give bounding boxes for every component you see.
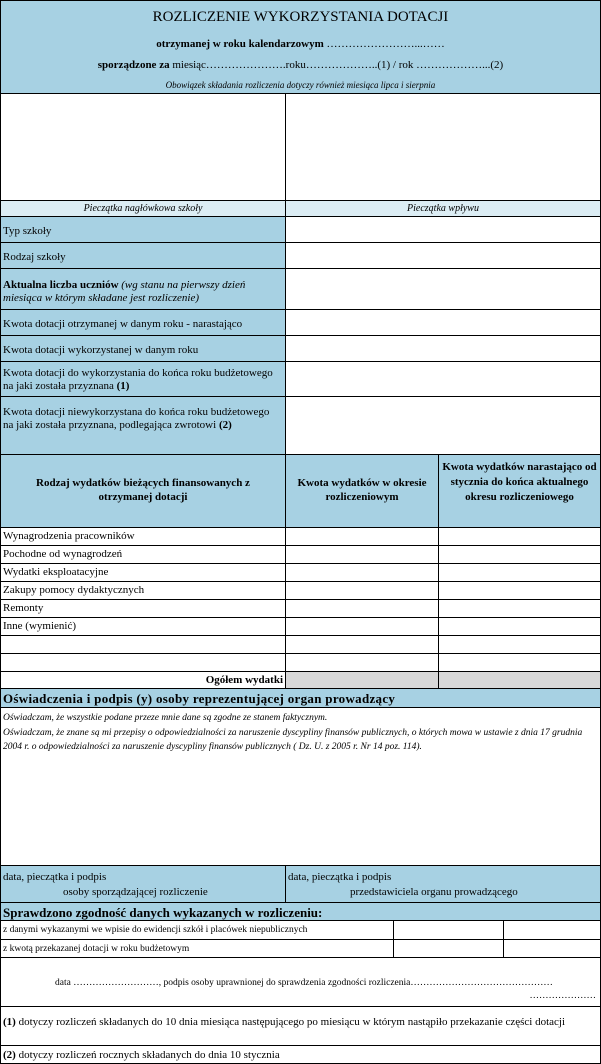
expense-row-cumulative-input[interactable] (438, 617, 601, 636)
subsidy-unused-input[interactable] (285, 396, 601, 455)
received-stamp-box[interactable] (285, 93, 601, 201)
total-label-cell (0, 671, 286, 689)
expense-row-cumulative-input[interactable] (438, 563, 601, 582)
expense-period-header-text: Kwota wydatków w okresie rozliczeniowym (297, 477, 427, 503)
expense-row-cumulative-input[interactable] (438, 599, 601, 618)
expense-row-label-cell (0, 563, 286, 582)
expense-row-cumulative-input[interactable] (438, 635, 601, 654)
signature-preparer-line2: osoby sporządzającej rozliczenie (63, 886, 208, 898)
year-line (1, 38, 600, 50)
school-kind-label-cell (0, 242, 286, 269)
expense-row-period-input[interactable] (285, 617, 439, 636)
verification-row-1-divider-b (503, 920, 504, 940)
subsidy-received-label-cell (0, 309, 286, 336)
verification-row-2-text: z kwotą przekazanej dotacji w roku budżetowym (3, 944, 190, 954)
expense-row-cumulative-input[interactable] (438, 581, 601, 600)
footnote-1-ref: (1) (3, 1016, 16, 1028)
expense-row-label: Pochodne od wynagrodzeń (3, 548, 123, 560)
expense-row-label: Wynagrodzenia pracowników (3, 530, 135, 542)
signature-representative-line2: przedstawiciela organu prowadzącego (350, 886, 518, 898)
subsidy-unused-label-cell (0, 396, 286, 455)
verification-sign-line-continued: ………………… (529, 991, 596, 1001)
expense-row-label: Inne (wymienić) (3, 620, 76, 632)
expense-row-label-cell (0, 653, 286, 672)
footnote-2-cell (0, 1045, 601, 1064)
signature-preparer-line1: data, pieczątka i podpis (3, 871, 107, 883)
verification-row-1-divider-a (393, 920, 394, 940)
verification-sign-line: data ………………………, podpis osoby uprawnionej do sprawdzenia zgodności rozliczenia……………………………………… (55, 978, 553, 988)
verification-row-2 (0, 939, 601, 958)
subsidy-remaining-input[interactable] (285, 361, 601, 397)
expense-period-header (285, 454, 439, 528)
expense-type-header (0, 454, 286, 528)
expense-row-label-cell (0, 581, 286, 600)
student-count-input[interactable] (285, 268, 601, 310)
expense-row-label-cell (0, 527, 286, 546)
expense-row-period-input[interactable] (285, 527, 439, 546)
signature-representative-line1: data, pieczątka i podpis (288, 871, 392, 883)
student-count-label-bold: Aktualna liczba uczniów (3, 279, 119, 291)
subsidy-remaining-text: Kwota dotacji do wykorzystania do końca roku budżetowego na jaki została przyznana (3, 367, 273, 392)
year-label: otrzymanej w roku kalendarzowym (156, 38, 324, 50)
total-label: Ogółem wydatki (205, 674, 283, 686)
expense-row-label: Wydatki eksploatacyjne (3, 566, 109, 578)
expense-row-period-input[interactable] (285, 653, 439, 672)
expense-cumulative-header (438, 454, 601, 528)
verification-row-2-divider-b (503, 939, 504, 958)
expense-row-label-cell (0, 635, 286, 654)
form-header (0, 0, 601, 94)
school-stamp-label: Pieczątka nagłówkowa szkoły (83, 203, 203, 214)
footnote-1-text: dotyczy rozliczeń składanych do 10 dnia miesiąca następującego po miesiącu w którym nastąpiło przekazanie części dotacji (18, 1016, 566, 1028)
expense-cumulative-header-text: Kwota wydatków narastająco od stycznia do końca aktualnego okresu rozliczeniowego (442, 461, 597, 503)
school-type-label-cell (0, 216, 286, 243)
school-type-label: Typ szkoły (3, 225, 52, 237)
expense-row-period-input[interactable] (285, 581, 439, 600)
year-field[interactable]: ……………………...…… (326, 38, 445, 50)
subsidy-used-label: Kwota dotacji wykorzystanej w danym roku (3, 344, 199, 356)
period-line (1, 59, 600, 71)
total-cumulative-value[interactable] (438, 671, 601, 689)
subsidy-unused-text: Kwota dotacji niewykorzystana do końca roku budżetowego na jaki została przyznana, podlegająca zwrotowi (3, 406, 270, 431)
declaration-title: Oświadczenia i podpis (y) osoby reprezentującej organ prowadzący (3, 691, 396, 706)
declaration-text-2: Oświadczam, że znane są mi przepisy o odpowiedzialności za naruszenie dyscypliny finansów publicznych, o których mowa w ustawie z dnia 17 grudnia 2004 r. o odpowiedzialności za naruszenie dyscypliny finansów publicznych ( Dz. U. z 2005 r. Nr 14 poz. 114). (3, 728, 583, 752)
school-stamp-box[interactable] (0, 93, 286, 201)
footnote-1-cell (0, 1006, 601, 1046)
school-kind-input[interactable] (285, 242, 601, 269)
expense-row-cumulative-input[interactable] (438, 545, 601, 564)
subsidy-unused-ref: (2) (218, 419, 232, 431)
expense-type-header-text: Rodzaj wydatków bieżących finansowanych z otrzymanej dotacji (36, 477, 250, 503)
subsidy-used-label-cell (0, 335, 286, 362)
subsidy-remaining-ref: (1) (116, 380, 130, 392)
school-type-input[interactable] (285, 216, 601, 243)
footnote-2 (3, 1049, 280, 1061)
school-kind-label: Rodzaj szkoły (3, 251, 66, 263)
subsidy-unused-label (1, 403, 283, 432)
declaration-body (0, 707, 601, 866)
footnote-1 (3, 1015, 597, 1029)
verification-title-cell (0, 902, 601, 921)
total-period-value[interactable] (285, 671, 439, 689)
expense-row-label-cell (0, 617, 286, 636)
signature-representative-cell[interactable] (285, 865, 601, 903)
expense-row-label: Zakupy pomocy dydaktycznych (3, 584, 145, 596)
declaration-text-1: Oświadczam, że wszystkie podane przeze mnie dane są zgodne ze stanem faktycznym. (3, 713, 328, 723)
subsidy-remaining-label-cell (0, 361, 286, 397)
student-count-label-note: (wg stanu na pierwszy dzień miesiąca w którym składane jest rozliczenie) (3, 279, 246, 304)
school-stamp-label-cell (0, 200, 286, 217)
footnote-2-ref: (2) (3, 1049, 16, 1061)
footnote-2-text: dotyczy rozliczeń rocznych składanych do dnia 10 stycznia (18, 1049, 280, 1061)
expense-row-label-cell (0, 599, 286, 618)
subsidy-received-input[interactable] (285, 309, 601, 336)
verification-title: Sprawdzono zgodność danych wykazanych w rozliczeniu: (3, 905, 323, 920)
declaration-title-cell (0, 688, 601, 708)
expense-row-period-input[interactable] (285, 545, 439, 564)
received-stamp-label-cell (285, 200, 601, 217)
expense-row-period-input[interactable] (285, 635, 439, 654)
period-field[interactable]: miesiąc………………….roku………………..(1) / rok ………………...(2) (172, 59, 504, 71)
subsidy-received-label: Kwota dotacji otrzymanej w danym roku - narastająco (3, 318, 243, 330)
received-stamp-label: Pieczątka wpływu (407, 203, 479, 214)
expense-row-cumulative-input[interactable] (438, 527, 601, 546)
header-note: Obowiązek składania rozliczenia dotyczy również miesiąca lipca i sierpnia (165, 80, 436, 90)
signature-preparer-cell[interactable] (0, 865, 286, 903)
expense-row-period-input[interactable] (285, 599, 439, 618)
expense-row-label-cell (0, 545, 286, 564)
expense-row-label: Remonty (3, 602, 44, 614)
subsidy-used-input[interactable] (285, 335, 601, 362)
verification-row-1-text: z danymi wykazanymi we wpisie do ewidencji szkół i placówek niepublicznych (3, 925, 308, 935)
expense-row-cumulative-input[interactable] (438, 653, 601, 672)
student-count-label-cell (0, 268, 286, 310)
verification-row-1 (0, 920, 601, 940)
form-title: ROZLICZENIE WYKORZYSTANIA DOTACJI (152, 9, 449, 25)
verification-row-2-divider-a (393, 939, 394, 958)
verification-sign-area[interactable] (0, 957, 601, 1007)
expense-row-period-input[interactable] (285, 563, 439, 582)
period-label: sporządzone za (97, 59, 170, 71)
student-count-label (1, 276, 283, 305)
subsidy-remaining-label (1, 364, 283, 393)
